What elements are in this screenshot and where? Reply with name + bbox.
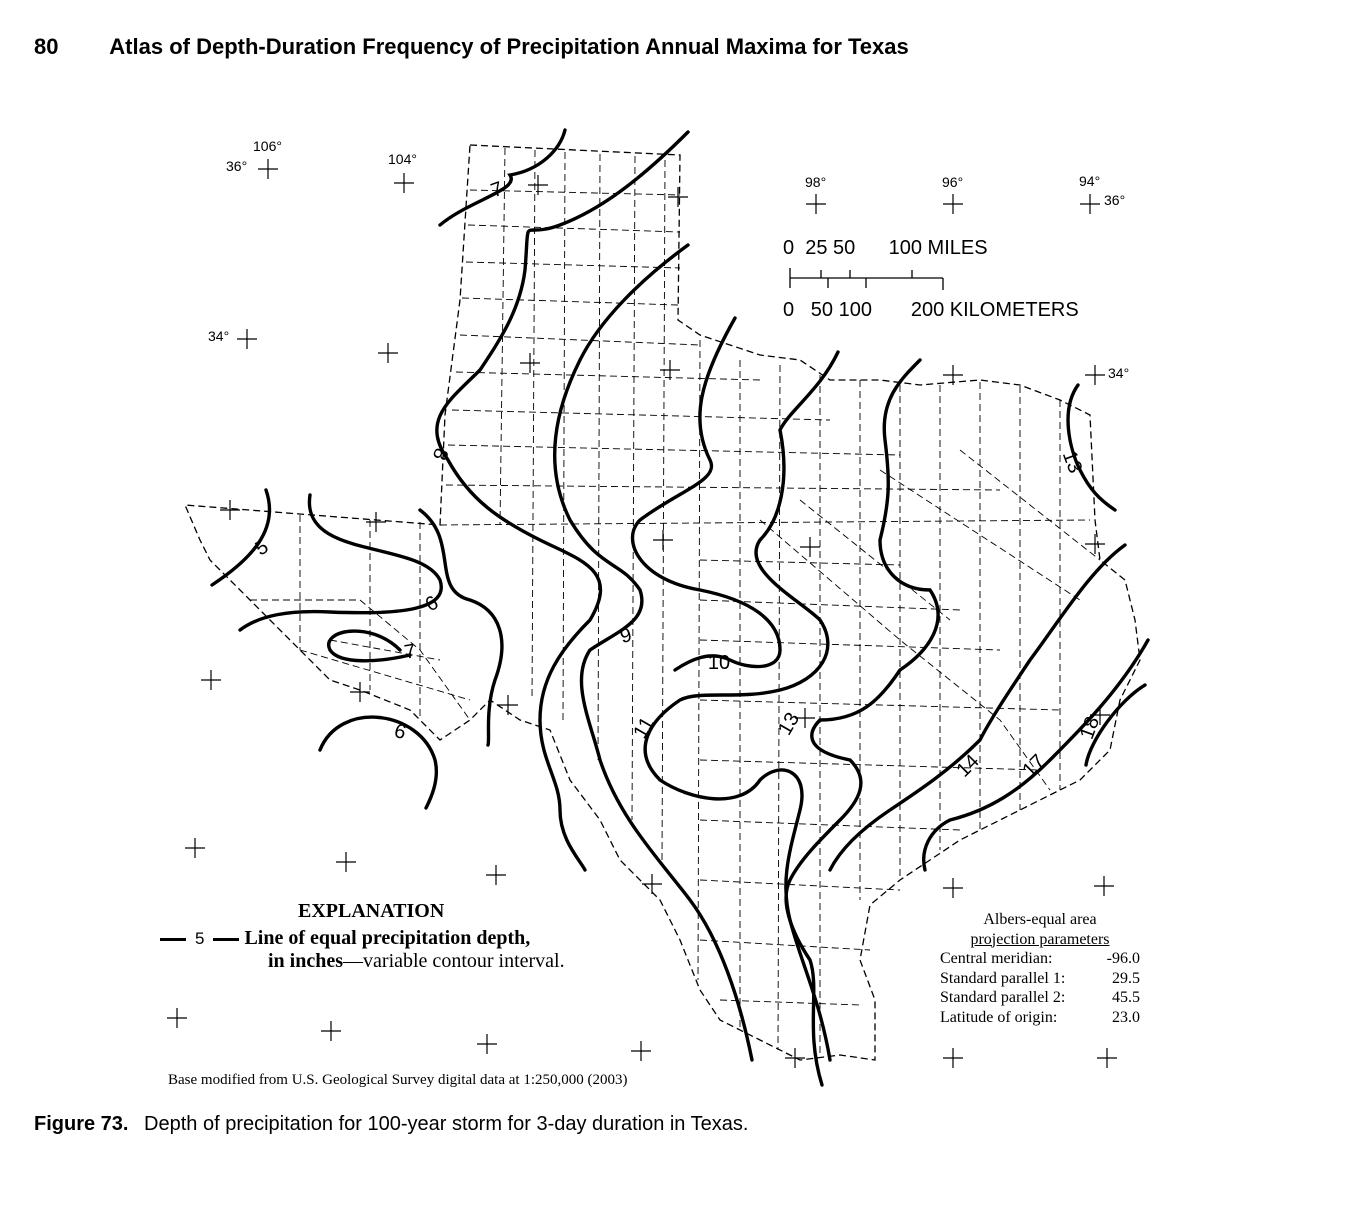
- page-number: 80: [34, 34, 59, 59]
- isohyet-7-north: [440, 130, 565, 225]
- param-name: Central meridian:: [940, 950, 1053, 967]
- scale-miles-label: 0 25 50 100 MILES: [783, 237, 988, 259]
- projection-param: [940, 969, 1140, 989]
- param-value: -96.0: [1106, 950, 1140, 967]
- projection-title: Albers-equal area: [983, 911, 1097, 928]
- base-data-note: Base modified from U.S. Geological Survey digital data at 1:250,000 (2003): [168, 1072, 628, 1088]
- legend-symbol-value: 5: [195, 929, 205, 948]
- contour-label: 9: [617, 623, 635, 649]
- legend-text-bold: Line of equal precipitation depth,: [244, 927, 531, 949]
- contour-label: 7: [488, 177, 506, 203]
- contour-label: 14: [952, 750, 984, 782]
- contour-label: 13: [1057, 447, 1087, 477]
- explanation-title: EXPLANATION: [298, 900, 445, 922]
- lon-label-98: 98°: [805, 174, 827, 190]
- projection-subtitle: projection parameters: [970, 930, 1110, 948]
- contour-label: 18: [1075, 713, 1105, 743]
- projection-param: [940, 949, 1140, 969]
- legend-line-symbol: [160, 938, 186, 941]
- isohyet-11: [645, 352, 838, 1060]
- contour-label: 6: [391, 719, 409, 745]
- lat-label-36-east: 36°: [1104, 192, 1126, 208]
- lon-label-96: 96°: [942, 174, 964, 190]
- page-title: Atlas of Depth-Duration Frequency of Precipitation Annual Maxima for Texas: [109, 34, 909, 59]
- isohyet-7-west: [420, 510, 502, 745]
- param-name: Standard parallel 1:: [940, 969, 1066, 987]
- projection-param: [940, 1008, 1140, 1028]
- figure-caption: [34, 1113, 748, 1136]
- param-name: Latitude of origin:: [940, 1008, 1058, 1026]
- contour-label: 11: [629, 713, 659, 743]
- figure-caption-text: Depth of precipitation for 100-year storm for 3-day duration in Texas.: [144, 1113, 749, 1135]
- legend-text-rest: —variable contour interval.: [343, 950, 565, 972]
- legend-text-units: in inches: [268, 950, 344, 972]
- contour-label: 6: [421, 591, 443, 617]
- projection-parameters: [940, 910, 1140, 1027]
- contour-label: 8: [427, 445, 453, 463]
- contour-label: 13: [773, 708, 805, 740]
- figure-number: Figure 73.: [34, 1113, 129, 1135]
- legend-line-symbol: [213, 938, 239, 941]
- contour-label: 17: [1018, 750, 1050, 782]
- explanation-row: [160, 927, 620, 950]
- param-value: 23.0: [1112, 1008, 1140, 1026]
- lon-label-94: 94°: [1079, 173, 1101, 189]
- isohyet-6-south: [320, 717, 436, 808]
- param-value: 29.5: [1112, 969, 1140, 987]
- scale-bar: [783, 237, 1079, 321]
- param-name: Standard parallel 2:: [940, 989, 1066, 1006]
- contour-label: 5: [251, 535, 273, 561]
- lon-label-104: 104°: [388, 151, 417, 167]
- contour-label: 10: [707, 652, 731, 674]
- contour-label: 7: [402, 640, 418, 664]
- lat-label-34-west: 34°: [208, 328, 230, 344]
- projection-param: [940, 988, 1140, 1008]
- param-value: 45.5: [1112, 989, 1140, 1006]
- scale-km-label: 0 50 100 200 KILOMETERS: [783, 299, 1079, 321]
- isohyet-10: [633, 318, 781, 670]
- explanation-row-2: [268, 950, 620, 973]
- isohyet-7-loop: [329, 631, 410, 661]
- lat-label-34-east: 34°: [1108, 365, 1130, 381]
- lon-label-106: 106°: [253, 138, 282, 154]
- lat-label-36-west: 36°: [226, 158, 248, 174]
- explanation-legend: [160, 900, 620, 973]
